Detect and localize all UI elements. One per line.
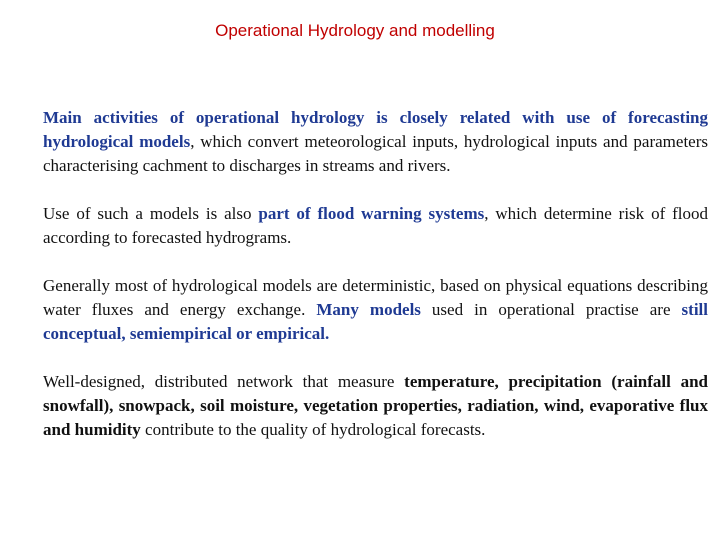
text-run: , which convert meteorological inputs, hydrological inputs and parameters characterising cachment to discharges in streams and rivers. (43, 132, 708, 175)
text-run: contribute to the quality of hydrological forecasts. (140, 420, 486, 439)
paragraph-models (43, 106, 708, 178)
text-run: Use of such a models is also (43, 204, 259, 223)
paragraph-network (43, 370, 708, 442)
highlight-measured-variables: temperature, precipitation (rainfall and snowfall), snowpack, soil moisture, vegetation properties, radiation, wind, evaporative flux and humidity (43, 372, 708, 439)
text-run: Generally most of hydrological models are deterministic, based on physical equations describing water fluxes and energy exchange. (43, 276, 708, 319)
highlight-forecasting-models: Main activities of operational hydrology is closely related with use of forecasting hydrological models (43, 108, 708, 151)
slide-title: Operational Hydrology and modelling (215, 21, 495, 40)
text-run: used in operational practise are (420, 300, 682, 319)
text-run: Well-designed, distributed network that measure (43, 372, 405, 391)
paragraph-deterministic (43, 274, 708, 346)
highlight-flood-warning: part of flood warning systems (258, 204, 485, 223)
text-run: , which determine risk of flood according to forecasted hydrograms. (43, 204, 708, 247)
slide-body (43, 106, 708, 466)
highlight-conceptual: still conceptual, semiempirical or empirical. (43, 300, 708, 343)
paragraph-flood-warning (43, 202, 708, 250)
highlight-many-models: Many models (316, 300, 421, 319)
